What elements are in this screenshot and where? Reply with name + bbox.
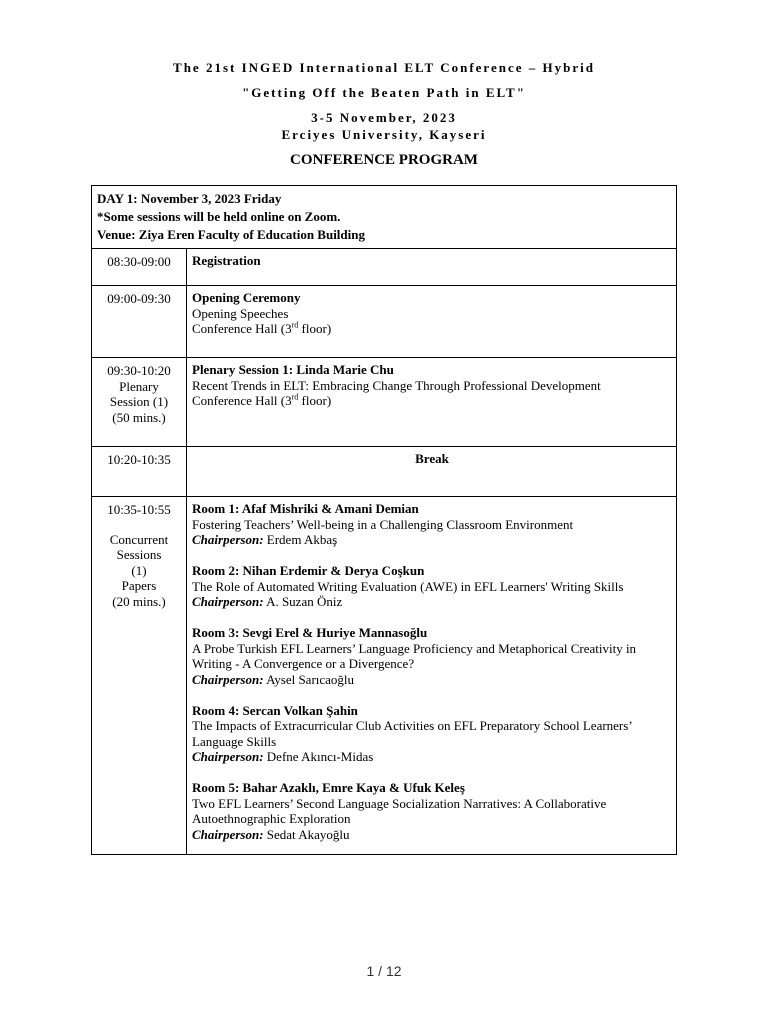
session-title: Plenary Session 1: Linda Marie Chu <box>192 362 394 377</box>
opening-row <box>92 286 677 358</box>
chairperson <box>192 594 672 610</box>
chairperson-label: Chairperson: <box>192 594 264 609</box>
talk-title: The Role of Automated Writing Evaluation (AWE) in EFL Learners' Writing Skills <box>192 578 624 594</box>
page-indicator: 1 / 12 <box>366 963 402 979</box>
session-number-label: Session (1) <box>109 394 169 409</box>
chairperson <box>192 827 672 843</box>
session-time: 09:00-09:30 <box>92 286 187 358</box>
session-number-label: (1) <box>131 562 147 578</box>
chairperson-label: Chairperson: <box>192 671 264 687</box>
session-duration: (50 mins.) <box>112 409 166 425</box>
session-time: 09:30-10:20 <box>107 363 171 378</box>
day-title: DAY 1: November 3, 2023 Friday <box>97 191 282 206</box>
conference-location: Erciyes University, Kayseri <box>281 127 487 142</box>
day-venue: Venue: Ziya Eren Faculty of Education Building <box>97 227 365 242</box>
session-location <box>192 393 672 409</box>
break-label: Break <box>187 447 677 497</box>
conference-theme: "Getting Off the Beaten Path in ELT" <box>242 85 526 100</box>
room-block-4 <box>192 703 672 765</box>
chairperson-label: Chairperson: <box>192 532 264 547</box>
session-title: Registration <box>187 249 677 286</box>
chairperson-label: Chairperson: <box>192 826 264 842</box>
plenary-time-cell <box>92 358 187 447</box>
conference-title: The 21st INGED International ELT Conference – Hybrid <box>173 60 595 75</box>
plenary-details <box>187 358 677 447</box>
hall-ordinal-suffix: rd <box>291 392 299 402</box>
concurrent-details <box>187 497 677 855</box>
room-block-3 <box>192 625 672 687</box>
room-block-2 <box>192 563 672 610</box>
plenary-row <box>92 358 677 447</box>
session-location <box>192 321 672 337</box>
registration-row <box>92 249 677 286</box>
program-table <box>91 185 677 855</box>
room-title: Room 1: Afaf Mishriki & Amani Demian <box>192 501 419 516</box>
room-block-1 <box>192 501 672 548</box>
room-title: Room 2: Nihan Erdemir & Derya Coşkun <box>192 563 425 578</box>
room-title: Room 3: Sevgi Erel & Huriye Mannasoğlu <box>192 625 428 640</box>
room-title: Room 5: Bahar Azaklı, Emre Kaya & Ufuk Keleş <box>192 780 465 795</box>
session-type-label: Concurrent <box>109 531 169 547</box>
talk-title: A Probe Turkish EFL Learners’ Language Proficiency and Metaphorical Creativity in Writing - A Convergence or a Divergence? <box>192 640 637 671</box>
program-title: CONFERENCE PROGRAM <box>290 152 478 168</box>
opening-details <box>187 286 677 358</box>
chairperson-name: Defne Akıncı-Midas <box>263 749 374 764</box>
conference-dates: 3-5 November, 2023 <box>311 110 457 125</box>
talk-title: Recent Trends in ELT: Embracing Change Through Professional Development <box>192 377 601 393</box>
session-time: 08:30-09:00 <box>92 249 187 286</box>
talk-title: Fostering Teachers’ Well-being in a Challenging Classroom Environment <box>192 516 574 532</box>
session-format-label: Papers <box>121 578 157 593</box>
spacer <box>94 518 184 532</box>
opening-speeches: Opening Speeches <box>192 305 289 321</box>
session-kind-label: Sessions <box>116 547 162 562</box>
day-header-cell <box>92 186 677 249</box>
chairperson <box>192 532 672 548</box>
talk-title: The Impacts of Extracurricular Club Activities on EFL Preparatory School Learners’ Language Skills <box>192 718 632 749</box>
day-header-row <box>92 186 677 249</box>
hall-suffix: floor) <box>298 321 332 336</box>
session-time: 10:20-10:35 <box>92 447 187 497</box>
session-duration: (20 mins.) <box>112 593 166 609</box>
room-block-5 <box>192 780 672 842</box>
hall-prefix: Conference Hall (3 <box>192 393 292 408</box>
chairperson-name: A. Suzan Öniz <box>263 594 343 609</box>
chairperson <box>192 672 672 688</box>
session-time: 10:35-10:55 <box>107 502 171 517</box>
chairperson <box>192 749 672 765</box>
hall-prefix: Conference Hall (3 <box>192 321 292 336</box>
chairperson-label: Chairperson: <box>192 749 264 764</box>
chairperson-name: Aysel Sarıcaoğlu <box>263 671 355 687</box>
break-row <box>92 447 677 497</box>
hall-suffix: floor) <box>298 393 332 408</box>
day-online-note: *Some sessions will be held online on Zoom. <box>97 209 341 224</box>
concurrent-time-cell <box>92 497 187 855</box>
session-type-label: Plenary <box>119 378 159 394</box>
chairperson-name: Sedat Akayoğlu <box>263 826 350 842</box>
chairperson-name: Erdem Akbaş <box>263 532 338 547</box>
room-title: Room 4: Sercan Volkan Şahin <box>192 702 358 718</box>
session-title: Opening Ceremony <box>192 290 301 305</box>
talk-title: Two EFL Learners’ Second Language Socialization Narratives: A Collaborative Autoethnographic Exploration <box>192 795 607 826</box>
hall-ordinal-suffix: rd <box>291 320 299 330</box>
concurrent-row <box>92 497 677 855</box>
